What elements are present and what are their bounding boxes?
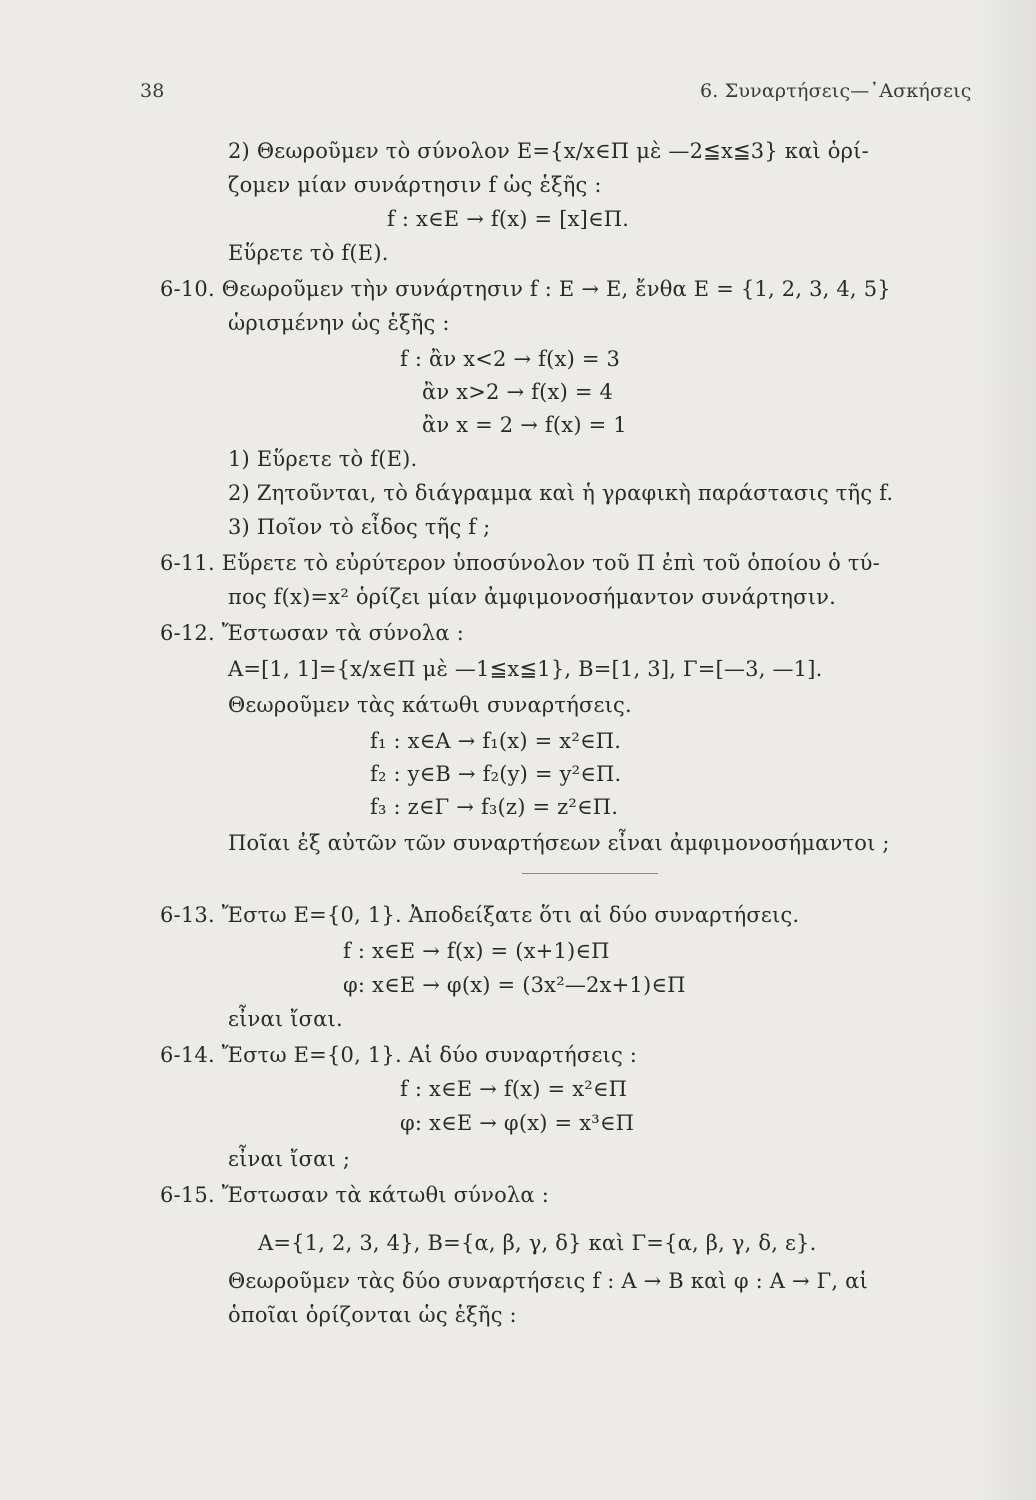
- formula-line: A={1, 2, 3, 4}, B={α, β, γ, δ} καὶ Γ={α, β, γ, δ, ε}.: [258, 1231, 817, 1255]
- formula-line: f₂ : y∈B → f₂(y) = y²∈Π.: [370, 762, 622, 786]
- text-line: πος f(x)=x² ὁρίζει μίαν ἀμφιμονοσήμαντον συνάρτησιν.: [228, 585, 836, 609]
- running-title: 6. Συναρτήσεις—᾽Ασκήσεις: [700, 80, 972, 102]
- text-line: ὁποῖαι ὁρίζονται ὡς ἑξῆς :: [228, 1303, 517, 1327]
- formula-line: φ: x∈E → φ(x) = x³∈Π: [400, 1111, 635, 1135]
- text-line: εἶναι ἴσαι ;: [228, 1147, 351, 1171]
- page-number: 38: [140, 80, 165, 102]
- formula-line: f : x∈E → f(x) = x²∈Π: [400, 1077, 628, 1101]
- exercise-6-14: 6-14. Ἔστω E={0, 1}. Αἱ δύο συναρτήσεις :: [160, 1043, 638, 1067]
- exercise-6-11: 6-11. Εὕρετε τὸ εὐρύτερον ὑποσύνολον τοῦ Π ἐπὶ τοῦ ὁποίου ὁ τύ-: [160, 551, 880, 575]
- formula-line: ἂν x = 2 → f(x) = 1: [422, 413, 627, 437]
- formula-line: φ: x∈E → φ(x) = (3x²—2x+1)∈Π: [343, 973, 686, 997]
- text-line: 2) Ζητοῦνται, τὸ διάγραμμα καὶ ἡ γραφικὴ παράστασις τῆς f.: [228, 481, 894, 505]
- formula-line: f : x∈E → f(x) = (x+1)∈Π: [343, 939, 610, 963]
- text-line: Ποῖαι ἐξ αὐτῶν τῶν συναρτήσεων εἶναι ἀμφιμονοσήμαντοι ;: [228, 831, 890, 855]
- text-line: εἶναι ἴσαι.: [228, 1007, 343, 1031]
- text-line: 2) Θεωροῦμεν τὸ σύνολον Ε={x/x∈Π μὲ —2≦x≦3} καὶ ὁρί-: [228, 139, 869, 163]
- exercise-6-13: 6-13. Ἔστω E={0, 1}. Ἀποδείξατε ὅτι αἱ δύο συναρτήσεις.: [160, 903, 800, 927]
- text-line: Εὕρετε τὸ f(E).: [228, 241, 389, 265]
- section-divider: [522, 873, 658, 874]
- exercise-6-15: 6-15. Ἔστωσαν τὰ κάτωθι σύνολα :: [160, 1183, 549, 1207]
- exercise-6-10: 6-10. Θεωροῦμεν τὴν συνάρτησιν f : E → E, ἔνθα E = {1, 2, 3, 4, 5}: [160, 277, 891, 301]
- formula-line: f : x∈E → f(x) = [x]∈Π.: [387, 207, 630, 231]
- exercise-6-12: 6-12. Ἔστωσαν τὰ σύνολα :: [160, 621, 464, 645]
- formula-line: f₃ : z∈Γ → f₃(z) = z²∈Π.: [370, 795, 619, 819]
- page-edge-shadow: [976, 0, 1036, 1500]
- text-line: Θεωροῦμεν τὰς δύο συναρτήσεις f : A → B καὶ φ : A → Γ, αἱ: [228, 1269, 868, 1293]
- formula-line: A=[1, 1]={x/x∈Π μὲ —1≦x≦1}, B=[1, 3], Γ=[—3, —1].: [228, 657, 823, 681]
- formula-line: f : ἂν x<2 → f(x) = 3: [400, 347, 621, 371]
- formula-line: ἂν x>2 → f(x) = 4: [422, 380, 614, 404]
- text-line: 3) Ποῖον τὸ εἶδος τῆς f ;: [228, 515, 491, 539]
- text-line: Θεωροῦμεν τὰς κάτωθι συναρτήσεις.: [228, 693, 632, 717]
- text-line: ὡρισμένην ὡς ἑξῆς :: [228, 311, 450, 335]
- formula-line: f₁ : x∈A → f₁(x) = x²∈Π.: [370, 729, 622, 753]
- text-line: 1) Εὕρετε τὸ f(E).: [228, 447, 418, 471]
- text-line: ζομεν μίαν συνάρτησιν f ὡς ἑξῆς :: [228, 173, 602, 197]
